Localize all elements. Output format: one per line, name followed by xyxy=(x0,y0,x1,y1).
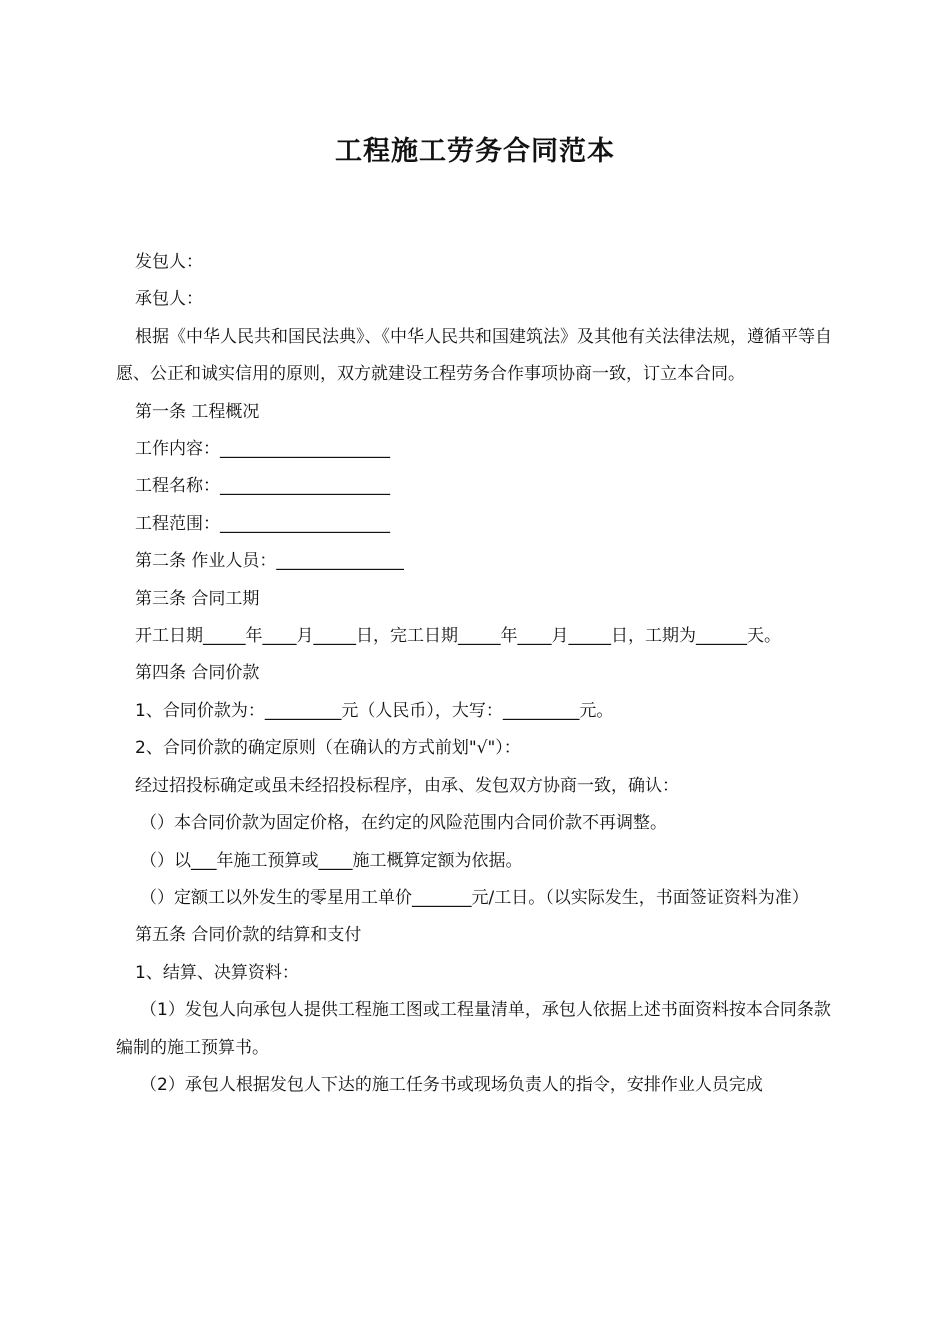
project-name-line: 工程名称：____________________ xyxy=(135,476,390,497)
article-1-heading: 第一条 工程概况 xyxy=(135,401,260,422)
party-a-line: 发包人： xyxy=(135,252,203,272)
document-body xyxy=(116,244,836,1104)
settlement-materials-heading: 1、结算、决算资料： xyxy=(135,962,299,983)
document-title: 工程施工劳务合同范本 xyxy=(335,136,615,167)
preamble-paragraph: 根据《中华人民共和国民法典》、《中华人民共和国建筑法》及其他有关法律法规，遵循平等自愿、公正和诚实信用的原则，双方就建设工程劳务合作事项协商一致，订立本合同。 xyxy=(116,326,832,385)
work-content-line: 工作内容：____________________ xyxy=(135,439,390,460)
article-3-heading: 第三条 合同工期 xyxy=(135,588,260,609)
fixed-price-option: （）本合同价款为固定价格，在约定的风险范围内合同价款不再调整。 xyxy=(140,813,667,834)
party-b-line: 承包人： xyxy=(135,289,203,310)
budget-basis-option: （）以___年施工预算或____施工概算定额为依据。 xyxy=(140,850,523,871)
price-confirmation-line: 经过招投标确定或虽未经招投标程序，由承、发包双方协商一致，确认： xyxy=(135,775,679,796)
settlement-item-1: （1）发包人向承包人提供工程施工图或工程量清单，承包人依据上述书面资料按本合同条款编制的施工预算书。 xyxy=(116,1000,831,1058)
article-5-heading: 第五条 合同价款的结算和支付 xyxy=(135,925,362,946)
schedule-paragraph: 开工日期_____年____月_____日，完工日期_____年____月_____日，工期为______天。 xyxy=(135,626,781,647)
article-2-line: 第二条 作业人员：_______________ xyxy=(135,551,404,572)
project-scope-line: 工程范围：____________________ xyxy=(135,513,390,534)
settlement-item-2: （2）承包人根据发包人下达的施工任务书或现场负责人的指令，安排作业人员完成 xyxy=(140,1074,763,1095)
price-amount-line: 1、合同价款为：_________元（人民币），大写：_________元。 xyxy=(135,700,614,721)
price-principle-line: 2、合同价款的确定原则（在确认的方式前划"√"）： xyxy=(135,738,521,759)
article-4-heading: 第四条 合同价款 xyxy=(135,663,260,684)
daily-rate-option: （）定额工以外发生的零星用工单价_______元/工日。（以实际发生，书面签证资料为准） xyxy=(140,887,809,908)
